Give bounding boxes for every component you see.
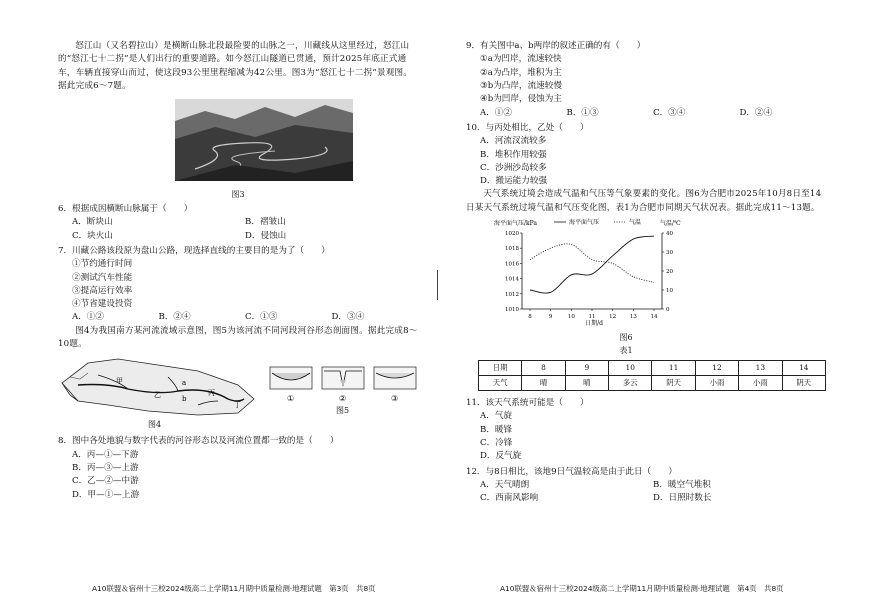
table-cell: 多云 <box>609 376 652 391</box>
chart-right-tick-label: 20 <box>666 269 673 276</box>
q7-option-b: B．②④ <box>158 312 191 323</box>
q8-option-b: B．丙—③—上游 <box>72 463 139 474</box>
chart-x-tick-label: 11 <box>588 314 596 321</box>
table-cell: 晴 <box>522 376 565 391</box>
figure-3-photo <box>175 99 353 181</box>
q9-item-4: ④b为凹岸，侵蚀为主 <box>480 94 562 105</box>
chart-left-tick-label: 1018 <box>505 246 519 253</box>
table-cell: 小雨 <box>695 376 738 391</box>
question-8-stem: 8．图中各处地貌与数字代表的河谷形态以及河流位置都一致的是（ ） <box>58 436 339 447</box>
chart-x-tick-label: 10 <box>567 314 575 321</box>
q7-item-1: ①节约通行时间 <box>72 259 133 270</box>
q7-item-4: ④节省建设投资 <box>72 299 133 310</box>
figure-4-caption: 图4 <box>148 420 162 430</box>
temperature-series-line <box>530 244 654 283</box>
figure-6-line-chart <box>494 217 694 327</box>
fig4-label-ding: 丁 <box>234 401 241 410</box>
table-cell: 11 <box>652 361 695 376</box>
fig4-label-bing: 丙 <box>208 389 215 398</box>
question-11-stem: 11．该天气系统可能是（ ） <box>466 398 589 409</box>
q11-option-d: D．反气旋 <box>480 451 522 462</box>
q12-option-c: C．西南风影响 <box>480 493 539 504</box>
q11-option-b: B．暖锋 <box>480 424 513 435</box>
chart-right-tick-label: 10 <box>666 288 673 295</box>
table-cell: 14 <box>782 361 825 376</box>
table-cell: 阴天 <box>782 376 825 391</box>
q9-option-a: A．①② <box>480 107 512 118</box>
q6-option-c: C．块火山 <box>72 230 113 241</box>
q11-option-a: A．气旋 <box>480 411 512 422</box>
figure-5-caption: 图5 <box>336 406 350 416</box>
chart-left-tick-label: 1010 <box>505 307 519 314</box>
table-cell: 12 <box>695 361 738 376</box>
q10-option-b: B．堆积作用较强 <box>480 149 547 160</box>
chart-right-tick-label: 0 <box>666 307 670 314</box>
q9-item-2: ②a为凸岸，堆积为主 <box>480 67 562 78</box>
question-7-stem: 7．川藏公路该段原为盘山公路，现选择直线的主要目的是为了（ ） <box>58 245 330 256</box>
q9-option-b: B．①③ <box>566 107 599 118</box>
q10-option-c: C．沙洲沙岛较多 <box>480 162 547 173</box>
table-cell: 9 <box>565 361 608 376</box>
table-head-date: 日期 <box>479 361 522 376</box>
q8-option-a: A．丙—①—下游 <box>72 449 139 460</box>
chart-x-tick-label: 14 <box>650 314 658 321</box>
chart-left-axis-label: 海平面气压/kPa <box>494 220 538 228</box>
table-cell: 13 <box>739 361 782 376</box>
figure-3-caption: 图3 <box>231 189 245 199</box>
chart-left-tick-label: 1012 <box>505 291 519 298</box>
column-divider-mark <box>437 270 438 300</box>
intro-paragraph-8-10: 图4为我国南方某河流流域示意图，图5为该河流不同河段河谷形态剖面图。据此完成8～10题。 <box>58 325 418 350</box>
q9-option-d: D．②④ <box>739 107 773 118</box>
q7-item-2: ②测试汽车性能 <box>72 272 133 283</box>
q7-option-c: C．①③ <box>245 312 278 323</box>
fig4-label-jia: 甲 <box>116 377 123 386</box>
q7-item-3: ③提高运行效率 <box>72 285 133 296</box>
legend-pressure-label: 海平面气压 <box>569 219 600 227</box>
q7-option-a: A．①② <box>72 312 104 323</box>
chart-x-tick-label: 9 <box>548 314 553 321</box>
fig5-label-1: ① <box>287 394 295 404</box>
q11-option-c: C．冷锋 <box>480 438 513 449</box>
left-column <box>58 40 418 502</box>
legend-temperature-label: 气温 <box>629 219 642 227</box>
fig4-label-b: b <box>182 395 187 404</box>
chart-left-tick-label: 1016 <box>505 261 519 268</box>
q12-option-a: A．天气晴朗 <box>480 480 530 491</box>
q8-option-d: D．甲—①—上游 <box>72 489 140 500</box>
chart-left-tick-label: 1014 <box>505 276 519 283</box>
q12-option-d: D．日照时数长 <box>653 493 712 504</box>
table-head-weather: 天气 <box>479 376 522 391</box>
fig5-label-3: ③ <box>391 394 399 404</box>
fig5-label-2: ② <box>339 394 347 404</box>
footer-page-3: A10联盟＆宿州十三校2024级高二上学期11月期中质量检测·地理试题 第3页 共8页 <box>92 584 376 593</box>
q10-option-d: D．搬运能力较强 <box>480 176 548 187</box>
chart-left-tick-label: 1020 <box>505 231 519 238</box>
figure-6-caption: 图6 <box>619 333 633 343</box>
chart-x-axis-label: 日期/d <box>585 320 603 328</box>
q6-option-b: B．褶皱山 <box>245 217 286 228</box>
q9-item-3: ③b为凸岸，流速较慢 <box>480 80 562 91</box>
chart-right-tick-label: 40 <box>666 231 673 238</box>
intro-paragraph-6-7: 怒江山（又名碧拉山）是横断山脉北段最险要的山脉之一，川藏线从这里经过，怒江山的“怒江七十二拐”是人们出行的重要道路。如今怒江山隧道已贯通，预计2025年底正式通车，车辆直接穿山而过，使这段93公里里程缩减为42公里。图3为“怒江七十二拐”景观图。据此完成6～7题。 <box>58 41 413 91</box>
chart-right-axis-label: 气温/℃ <box>660 220 681 228</box>
table-1-caption: 表1 <box>619 345 633 355</box>
table-cell: 晴 <box>565 376 608 391</box>
chart-x-tick-label: 12 <box>609 314 617 321</box>
fig4-label-yi: 乙 <box>154 391 161 400</box>
table-row <box>479 361 826 376</box>
fig4-label-a: a <box>182 379 187 388</box>
q9-item-1: ①a为凹岸，流速较快 <box>480 54 562 65</box>
table-cell: 8 <box>522 361 565 376</box>
q7-option-d: D．③④ <box>331 312 365 323</box>
q10-option-a: A．河流汊流较多 <box>480 136 547 147</box>
question-10-stem: 10．与丙处相比，乙处（ ） <box>466 122 589 133</box>
footer-page-4: A10联盟＆宿州十三校2024级高二上学期11月期中质量检测·地理试题 第4页 共8页 <box>500 584 784 593</box>
q8-option-c: C．乙—②—中游 <box>72 476 139 487</box>
table-cell: 小雨 <box>739 376 782 391</box>
q12-option-b: B．暖空气堆积 <box>653 480 711 491</box>
q9-option-c: C．③④ <box>653 107 686 118</box>
table-row <box>479 376 826 391</box>
question-12-stem: 12．与8日相比，该地9日气温较高是由于此日（ ） <box>466 466 677 477</box>
table-cell: 10 <box>609 361 652 376</box>
weather-table <box>478 360 826 391</box>
pressure-series-line <box>530 236 654 293</box>
q6-option-d: D．侵蚀山 <box>245 230 287 241</box>
chart-x-tick-label: 8 <box>528 314 532 321</box>
q6-option-a: A．断块山 <box>72 217 113 228</box>
question-6-stem: 6．根据成因横断山脉属于（ ） <box>58 203 193 214</box>
table-cell: 阴天 <box>652 376 695 391</box>
question-9-stem: 9．有关图中a、b两岸的叙述正确的有（ ） <box>466 41 646 51</box>
right-column <box>466 40 826 506</box>
intro-paragraph-11-13: 天气系统过境会造成气温和气压等气象要素的变化。图6为合肥市2025年10月8日至14日某天气系统过境气温和气压变化图，表1为合肥市同期天气状况表。据此完成11～13题。 <box>466 189 822 213</box>
figures-4-5 <box>58 355 418 433</box>
chart-right-tick-label: 30 <box>666 250 673 257</box>
figure-4-basin-map <box>58 355 258 425</box>
chart-x-tick-label: 13 <box>629 314 637 321</box>
